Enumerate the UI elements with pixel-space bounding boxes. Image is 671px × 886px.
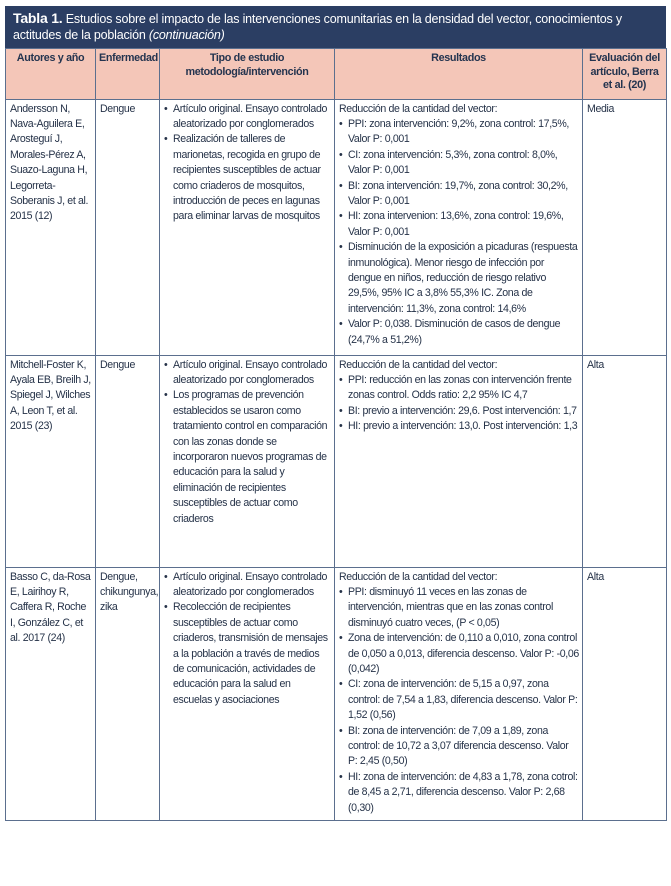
cell-methods bbox=[160, 355, 335, 567]
list-item: • Disminución de la exposición a picaduras (respuesta inmunológica). Menor riesgo de infección por dengue en niños, reducción de riesgo relativo 29,5%, 95% IC a 3,8% 55,3% IC. Zona de intervención: 11,3%, zona control: 14,6% bbox=[339, 240, 579, 317]
list-item: • Realización de talleres de marionetas, recogida en grupo de recipientes susceptibles de actuar como criaderos de mosquitos, introducción de peces en lagunas para eliminar larvas de mosquitos bbox=[164, 132, 331, 224]
cell-rating: Alta bbox=[583, 567, 667, 821]
methods-list bbox=[164, 102, 331, 225]
results-list bbox=[339, 373, 579, 435]
cell-rating: Media bbox=[583, 99, 667, 355]
cell-authors: Andersson N, Nava-Aguilera E, Arosteguí J, Morales-Pérez A, Suazo-Laguna H, Legorreta-Soberanis J, et al. 2015 (12) bbox=[6, 99, 96, 355]
table-title bbox=[5, 6, 666, 48]
list-item: • Valor P: 0,038. Disminución de casos de dengue (24,7% a 51,2%) bbox=[339, 317, 579, 348]
cell-methods bbox=[160, 99, 335, 355]
results-list bbox=[339, 117, 579, 348]
results-intro: Reducción de la cantidad del vector: bbox=[339, 102, 498, 115]
cell-results bbox=[335, 99, 583, 355]
cell-disease: Dengue, chikungunya, zika bbox=[96, 567, 160, 821]
table-row bbox=[6, 99, 667, 355]
results-list bbox=[339, 585, 579, 816]
list-item: • CI: zona intervención: 5,3%, zona control: 8,0%, Valor P: 0,001 bbox=[339, 148, 579, 179]
results-intro: Reducción de la cantidad del vector: bbox=[339, 358, 498, 371]
list-item: • Artículo original. Ensayo controlado aleatorizado por conglomerados bbox=[164, 102, 331, 133]
methods-list bbox=[164, 570, 331, 709]
list-item: • CI: zona de intervención: de 5,15 a 0,97, zona control: de 7,54 a 1,83, diferencia descenso. Valor P: 1,52 (0,56) bbox=[339, 677, 579, 723]
list-item: • BI: zona de intervención: de 7,09 a 1,89, zona control: de 10,72 a 3,07 diferencia descenso. Valor P: 2,45 (0,50) bbox=[339, 724, 579, 770]
cell-methods bbox=[160, 567, 335, 821]
list-item: • HI: previo a intervención: 13,0. Post intervención: 1,3 bbox=[339, 419, 579, 434]
cell-disease: Dengue bbox=[96, 355, 160, 567]
table-row bbox=[6, 567, 667, 821]
list-item: • Artículo original. Ensayo controlado aleatorizado por conglomerados bbox=[164, 358, 331, 389]
list-item: • HI: zona intervenion: 13,6%, zona control: 19,6%, Valor P: 0,001 bbox=[339, 209, 579, 240]
table-title-text: Estudios sobre el impacto de las intervenciones comunitarias en la densidad del vector, conocimientos y actitudes de la población bbox=[13, 12, 622, 42]
list-item: • BI: previo a intervención: 29,6. Post intervención: 1,7 bbox=[339, 404, 579, 419]
header-rating: Evaluación del artículo, Berra et al. (20) bbox=[583, 49, 667, 100]
methods-list bbox=[164, 358, 331, 527]
header-results: Resultados bbox=[335, 49, 583, 100]
header-disease: Enfermedad bbox=[96, 49, 160, 100]
header-methods: Tipo de estudio metodología/intervención bbox=[160, 49, 335, 100]
list-item: • HI: zona de intervención: de 4,83 a 1,78, zona cotrol: de 8,45 a 2,71, diferencia descenso. Valor P: 2,68 (0,30) bbox=[339, 770, 579, 816]
list-item: • PPI: zona intervención: 9,2%, zona control: 17,5%, Valor P: 0,001 bbox=[339, 117, 579, 148]
table-number: Tabla 1. bbox=[13, 10, 63, 26]
list-item: • Zona de intervención: de 0,110 a 0,010, zona control de 0,050 a 0,013, diferencia descenso. Valor P: -0,06 (0,042) bbox=[339, 631, 579, 677]
table-row bbox=[6, 355, 667, 567]
cell-authors: Basso C, da-Rosa E, Lairihoy R, Caffera R, Roche I, González C, et al. 2017 (24) bbox=[6, 567, 96, 821]
cell-results bbox=[335, 355, 583, 567]
cell-rating: Alta bbox=[583, 355, 667, 567]
cell-results bbox=[335, 567, 583, 821]
list-item: • Los programas de prevención establecidos se usaron como tratamiento control en comparación con las zonas donde se incorporaron nuevos programas de educación para la salud y eliminación de recipientes susceptibles de actuar como criaderos bbox=[164, 388, 331, 527]
header-authors: Autores y año bbox=[6, 49, 96, 100]
list-item: • PPI: disminuyó 11 veces en las zonas de intervención, mientras que en las zonas control disminuyó cuatro veces, (P < 0,05) bbox=[339, 585, 579, 631]
table-figure bbox=[5, 6, 666, 821]
list-item: • Artículo original. Ensayo controlado aleatorizado por conglomerados bbox=[164, 570, 331, 601]
table-header-row bbox=[6, 49, 667, 100]
results-intro: Reducción de la cantidad del vector: bbox=[339, 570, 498, 583]
cell-disease: Dengue bbox=[96, 99, 160, 355]
list-item: • BI: zona intervención: 19,7%, zona control: 30,2%, Valor P: 0,001 bbox=[339, 179, 579, 210]
list-item: • Recolección de recipientes susceptibles de actuar como criaderos, transmisión de mensajes a la población a través de medios de comunicación, actividades de educación para la salud en escuelas y asociaciones bbox=[164, 600, 331, 708]
studies-table bbox=[5, 48, 667, 821]
cell-authors: Mitchell-Foster K, Ayala EB, Breilh J, Spiegel J, Wilches A, Leon T, et al. 2015 (23) bbox=[6, 355, 96, 567]
table-continuation: (continuación) bbox=[148, 28, 225, 42]
list-item: • PPI: reducción en las zonas con intervención frente zonas control. Odds ratio: 2,2 95% IC 4,7 bbox=[339, 373, 579, 404]
